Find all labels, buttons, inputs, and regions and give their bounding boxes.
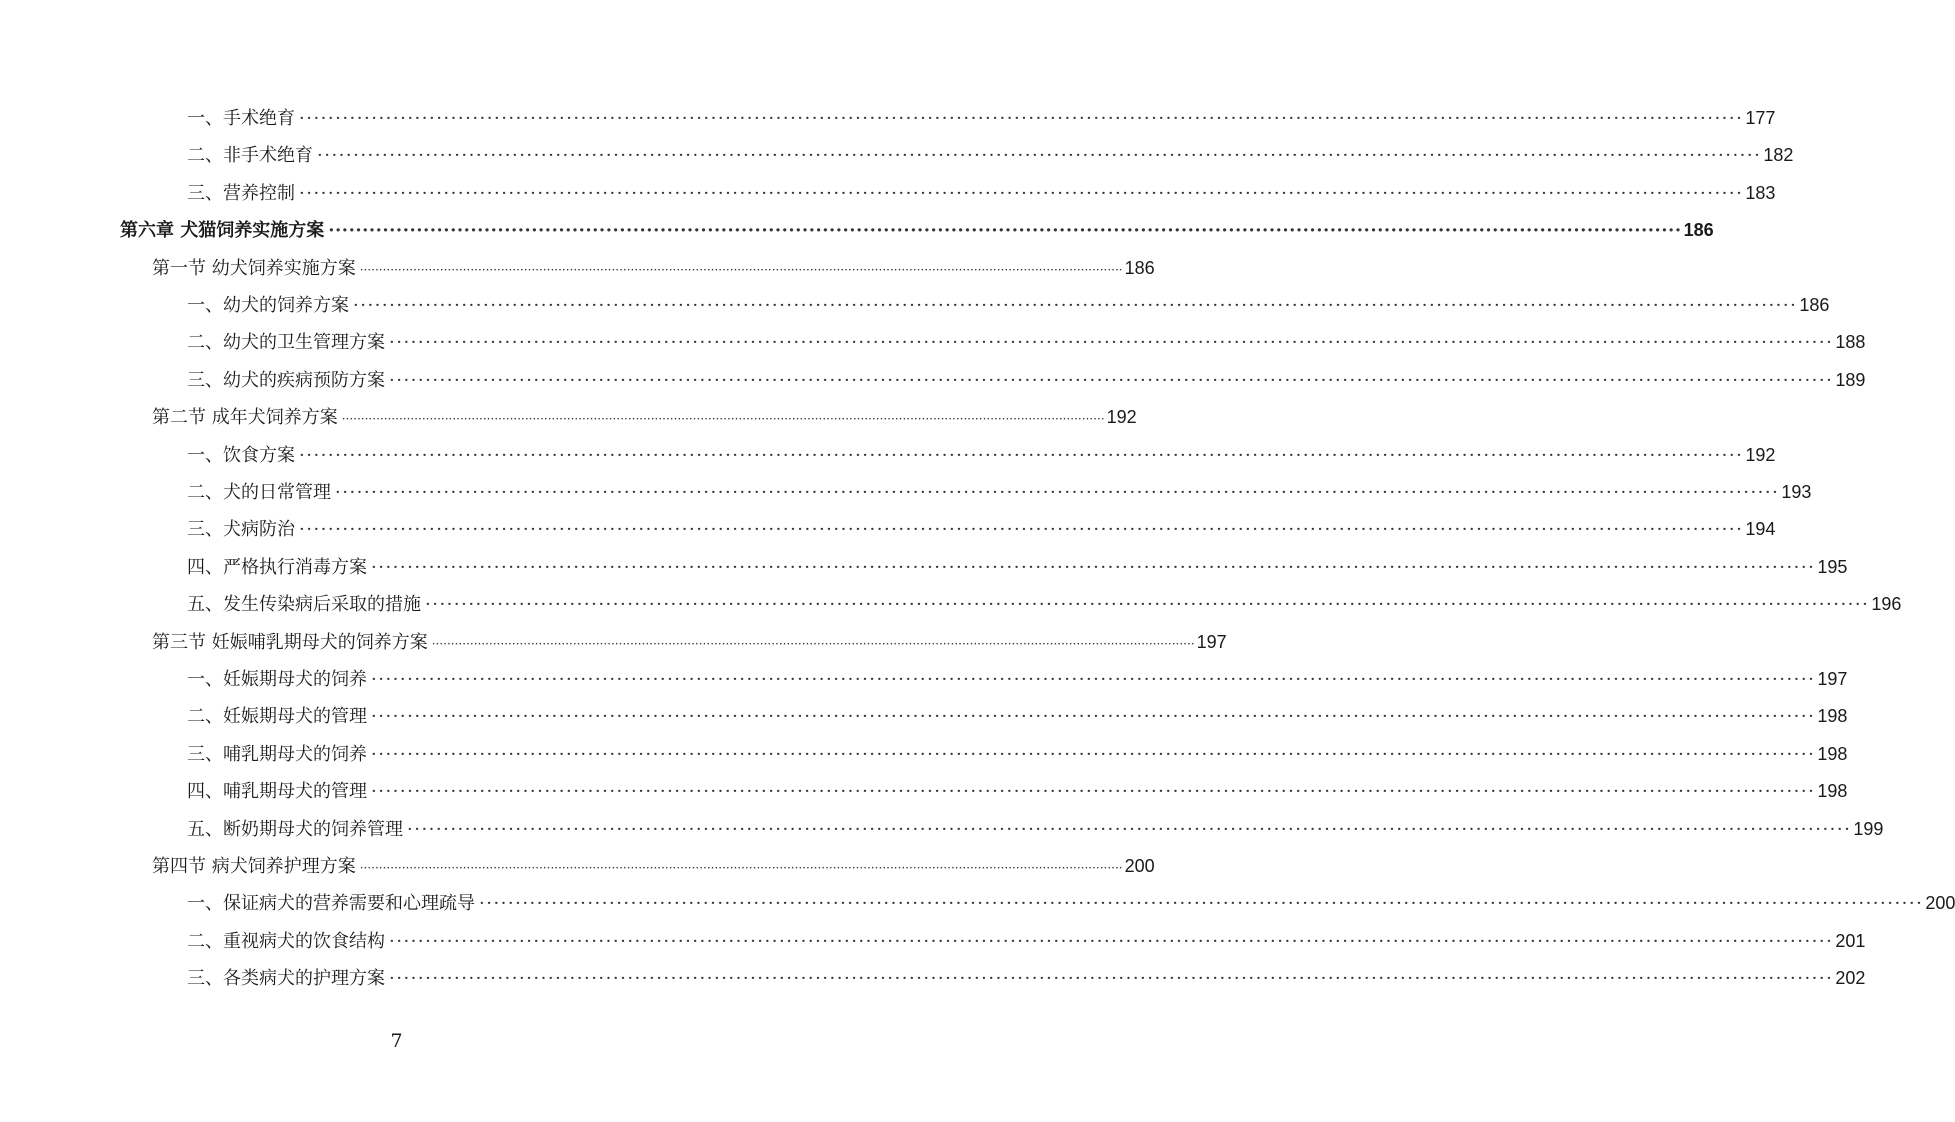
dot-leader: ········································································································································································································ <box>299 182 1744 204</box>
toc-page-number: 186 <box>1124 257 1155 278</box>
toc-entry-title: 三、各类病犬的护理方案 <box>187 968 385 990</box>
page-number: 7 <box>390 1030 403 1052</box>
toc-entry-title: 第二节 成年犬饲养方案 <box>152 407 338 429</box>
dot-leader: ········································································································································································································ <box>353 295 1798 316</box>
toc-entry-title: 第四节 病犬饲养护理方案 <box>152 856 356 877</box>
toc-entry-title: 第一节 幼犬饲养实施方案 <box>152 257 356 279</box>
toc-page-number: 192 <box>1106 407 1137 428</box>
dot-leader: ········································································································································································································ <box>299 519 1744 541</box>
dot-leader: ········································································································································································································ <box>389 930 1834 952</box>
toc-item[interactable] <box>187 736 1848 773</box>
toc-page-number: 198 <box>1817 743 1848 764</box>
dot-leader: ········································································································································································································ <box>359 861 1123 875</box>
dot-leader: ········································································································································································································ <box>371 669 1816 690</box>
toc-page-number: 200 <box>1124 856 1155 876</box>
dot-leader: ········································································································································································································ <box>371 706 1816 728</box>
toc-page-number: 193 <box>1781 482 1812 502</box>
toc-item[interactable] <box>187 100 1776 137</box>
toc-entry-title: 二、妊娠期母犬的管理 <box>187 706 367 728</box>
toc-section[interactable] <box>152 250 1155 287</box>
toc-entry-title: 一、保证病犬的营养需要和心理疏导 <box>187 893 475 915</box>
toc-entry-title: 一、妊娠期母犬的饲养 <box>187 669 367 690</box>
toc-entry-title: 第三节 妊娠哺乳期母犬的饲养方案 <box>152 631 428 653</box>
toc-item[interactable] <box>187 698 1848 735</box>
toc-item[interactable] <box>187 362 1866 399</box>
toc-item[interactable] <box>187 586 1902 623</box>
dot-leader: ········································································································································································································ <box>341 412 1105 427</box>
toc-page-number: 196 <box>1871 594 1902 615</box>
toc-page-number: 200 <box>1925 893 1955 914</box>
toc-item[interactable] <box>187 474 1812 511</box>
toc-entry-title: 四、严格执行消毒方案 <box>187 556 367 578</box>
toc-entry-title: 二、非手术绝育 <box>187 145 313 167</box>
toc-entry-title: 二、犬的日常管理 <box>187 482 331 503</box>
toc-page-number: 182 <box>1763 145 1794 166</box>
toc-item[interactable] <box>187 661 1848 698</box>
toc-entry-title: 二、重视病犬的饮食结构 <box>187 930 385 952</box>
toc-page-number: 188 <box>1835 332 1866 353</box>
toc-section[interactable] <box>152 399 1137 436</box>
toc-chapter[interactable] <box>120 212 1714 249</box>
toc-page-number: 198 <box>1817 781 1848 802</box>
toc-entry-title: 第六章 犬猫饲养实施方案 <box>120 220 325 242</box>
toc-page-number: 183 <box>1745 182 1776 203</box>
toc-page-number: 195 <box>1817 556 1848 577</box>
toc-page-number: 192 <box>1745 444 1776 465</box>
toc-entry-title: 三、幼犬的疾病预防方案 <box>187 369 385 391</box>
toc-page-number: 201 <box>1835 930 1866 951</box>
toc-entry-title: 四、哺乳期母犬的管理 <box>187 781 367 803</box>
toc-item[interactable] <box>187 773 1848 810</box>
toc-section[interactable] <box>152 848 1155 885</box>
dot-leader: ········································································································································································································ <box>479 893 1924 915</box>
dot-leader: ········································································································································································································ <box>389 369 1834 391</box>
toc-page-number: 194 <box>1745 519 1776 540</box>
dot-leader: ········································································································································································································ <box>389 332 1834 354</box>
toc-page-number: 186 <box>1799 295 1830 315</box>
dot-leader: ········································································································································································································ <box>328 220 1682 242</box>
toc-entry-title: 三、营养控制 <box>187 182 295 204</box>
dot-leader: ········································································································································································································ <box>431 636 1195 651</box>
toc-item[interactable] <box>187 324 1866 361</box>
toc-item[interactable] <box>187 511 1776 548</box>
toc-page-number: 198 <box>1817 706 1848 727</box>
toc-entry-title: 五、发生传染病后采取的措施 <box>187 594 421 616</box>
dot-leader: ········································································································································································································ <box>359 262 1123 277</box>
toc-item[interactable] <box>187 549 1848 586</box>
toc-entry-title: 一、饮食方案 <box>187 444 295 466</box>
dot-leader: ········································································································································································································ <box>335 482 1780 503</box>
toc-item[interactable] <box>187 175 1776 212</box>
dot-leader: ········································································································································································································ <box>371 781 1816 803</box>
toc-item[interactable] <box>187 287 1830 324</box>
dot-leader: ········································································································································································································ <box>371 556 1816 578</box>
toc-entry-title: 二、幼犬的卫生管理方案 <box>187 332 385 354</box>
dot-leader: ········································································································································································································ <box>389 968 1834 990</box>
toc-entry-title: 三、哺乳期母犬的饲养 <box>187 743 367 765</box>
toc-item[interactable] <box>187 437 1776 474</box>
toc-section[interactable] <box>152 624 1227 661</box>
dot-leader: ········································································································································································································ <box>299 108 1744 129</box>
toc-page-number: 177 <box>1745 108 1776 128</box>
toc-entry-title: 一、手术绝育 <box>187 108 295 129</box>
toc-item[interactable] <box>187 960 1866 997</box>
toc-page-number: 202 <box>1835 968 1866 989</box>
toc-item[interactable] <box>187 137 1794 174</box>
dot-leader: ········································································································································································································ <box>317 145 1762 167</box>
toc-page-number: 197 <box>1196 631 1227 652</box>
toc-page-number: 199 <box>1853 818 1884 839</box>
dot-leader: ········································································································································································································ <box>299 444 1744 466</box>
toc-item[interactable] <box>187 923 1866 960</box>
toc-page-number: 186 <box>1683 220 1714 241</box>
dot-leader: ········································································································································································································ <box>407 818 1852 840</box>
toc-item[interactable] <box>187 811 1884 848</box>
toc-item[interactable] <box>187 885 1955 922</box>
dot-leader: ········································································································································································································ <box>425 594 1870 616</box>
dot-leader: ········································································································································································································ <box>371 743 1816 765</box>
toc-page-number: 189 <box>1835 369 1866 390</box>
toc-page-number: 197 <box>1817 669 1848 689</box>
toc-entry-title: 三、犬病防治 <box>187 519 295 541</box>
toc-entry-title: 一、幼犬的饲养方案 <box>187 295 349 316</box>
toc-entry-title: 五、断奶期母犬的饲养管理 <box>187 818 403 840</box>
